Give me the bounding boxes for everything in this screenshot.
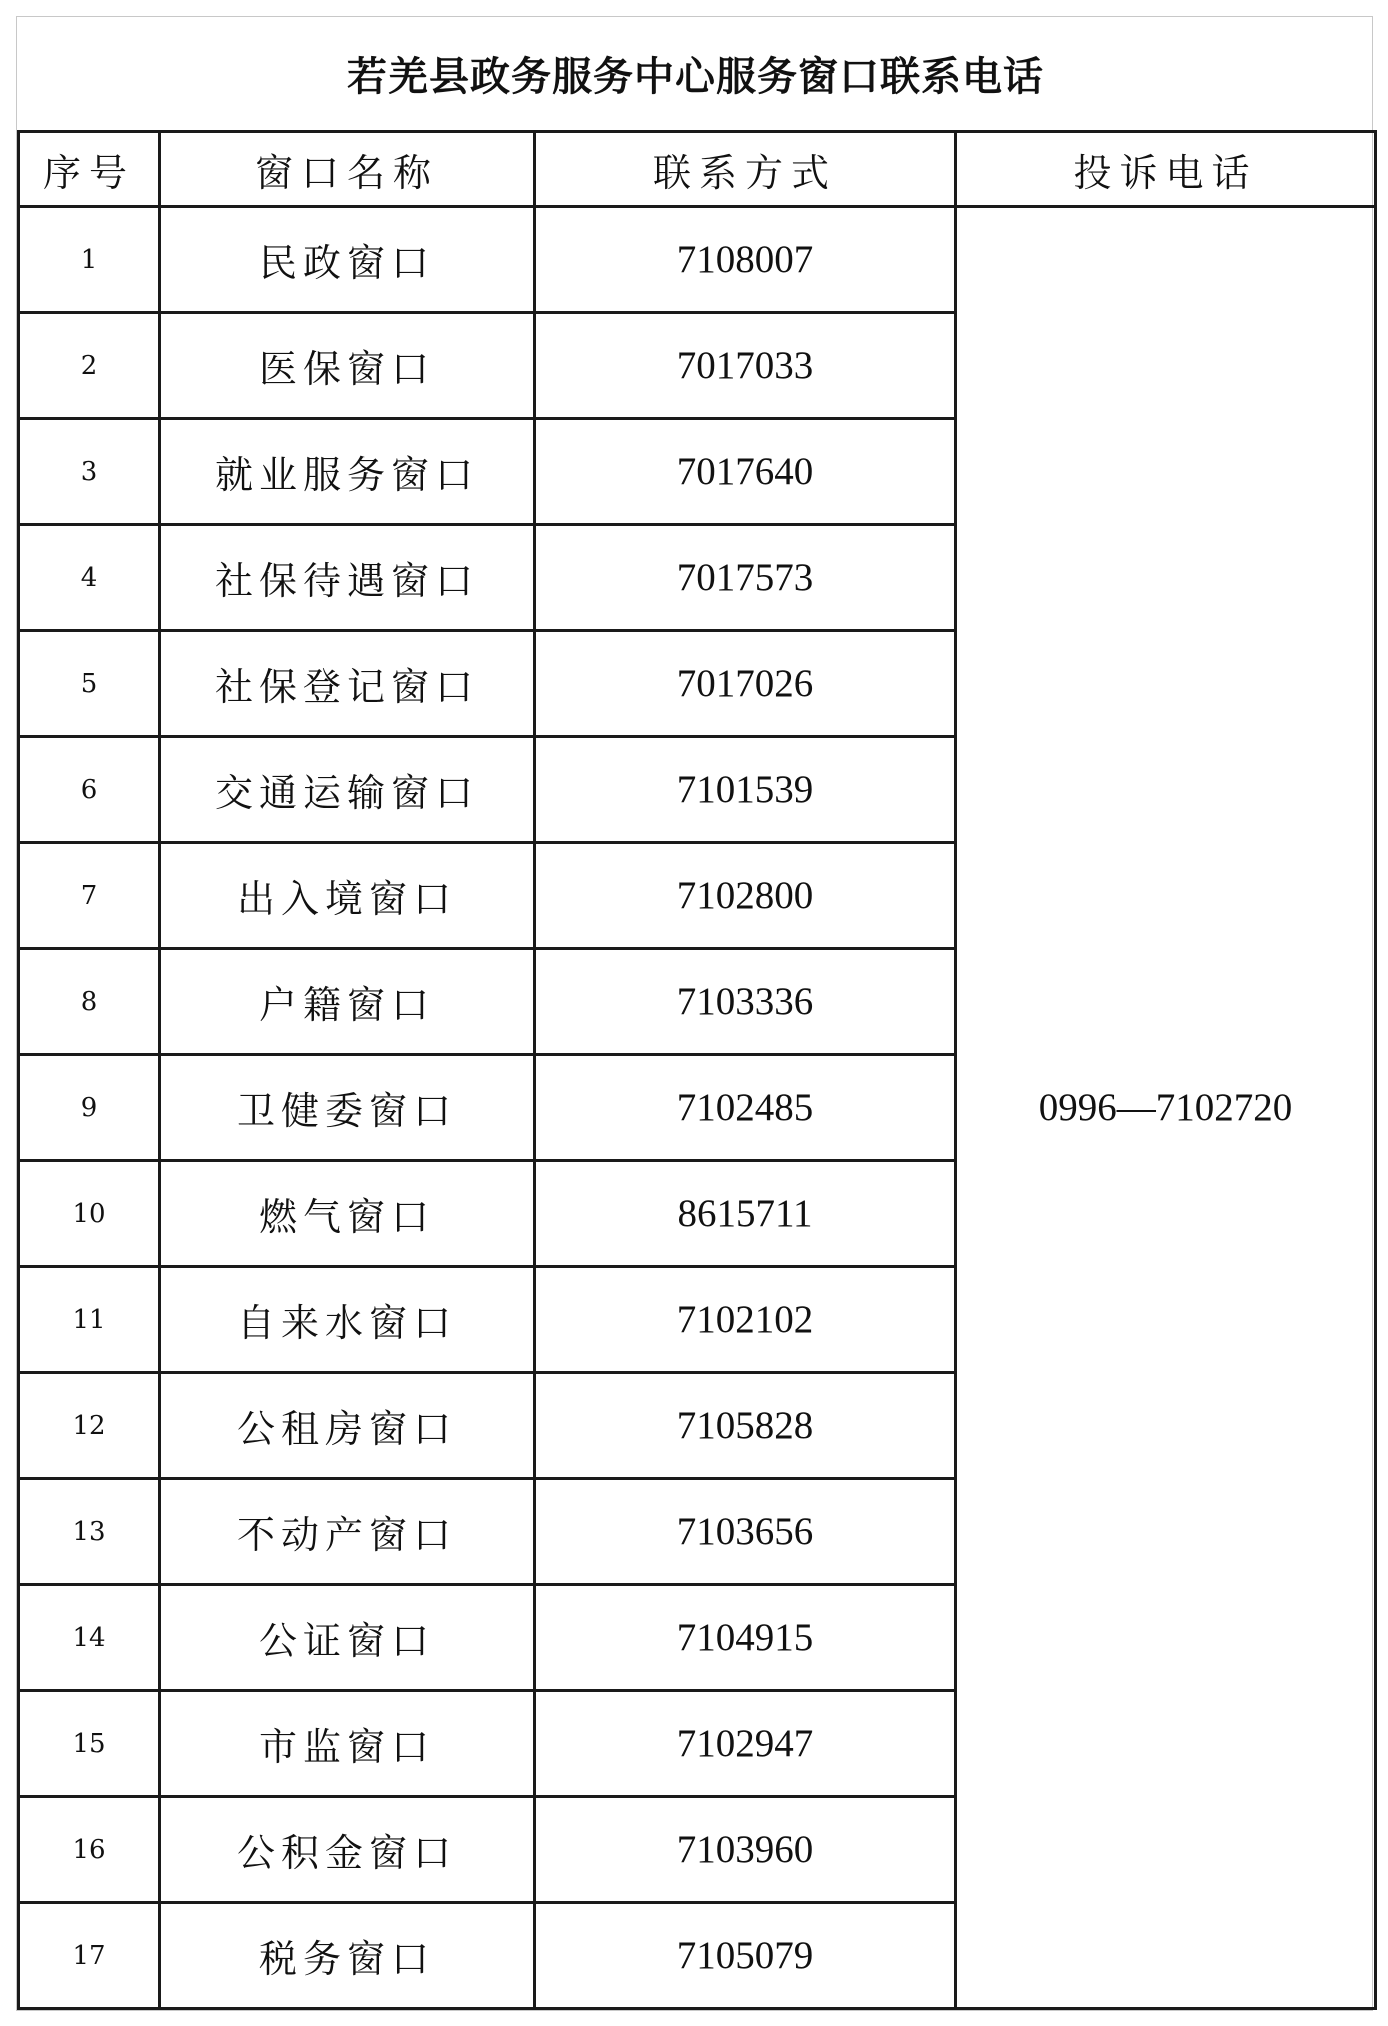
window-name: 市监窗口 [160, 1691, 535, 1797]
window-name: 燃气窗口 [160, 1161, 535, 1267]
contact-phone: 7017573 [535, 525, 956, 631]
window-name: 公证窗口 [160, 1585, 535, 1691]
contact-table [17, 130, 1377, 2010]
header-window-name: 窗口名称 [160, 132, 535, 207]
contact-phone: 7017033 [535, 313, 956, 419]
window-name: 自来水窗口 [160, 1267, 535, 1373]
row-number: 1 [19, 207, 160, 313]
window-name: 医保窗口 [160, 313, 535, 419]
row-number: 9 [19, 1055, 160, 1161]
contact-phone: 7103656 [535, 1479, 956, 1585]
window-name: 卫健委窗口 [160, 1055, 535, 1161]
contact-phone: 7102947 [535, 1691, 956, 1797]
row-number: 10 [19, 1161, 160, 1267]
window-name: 社保待遇窗口 [160, 525, 535, 631]
contact-phone: 7102485 [535, 1055, 956, 1161]
window-name: 户籍窗口 [160, 949, 535, 1055]
row-number: 7 [19, 843, 160, 949]
row-number: 11 [19, 1267, 160, 1373]
contact-phone: 7108007 [535, 207, 956, 313]
header-no: 序号 [19, 132, 160, 207]
table-header-row [19, 132, 1376, 207]
contact-phone: 7017026 [535, 631, 956, 737]
row-number: 15 [19, 1691, 160, 1797]
window-name: 民政窗口 [160, 207, 535, 313]
window-name: 公租房窗口 [160, 1373, 535, 1479]
window-name: 公积金窗口 [160, 1797, 535, 1903]
window-name: 不动产窗口 [160, 1479, 535, 1585]
window-name: 就业服务窗口 [160, 419, 535, 525]
window-name: 出入境窗口 [160, 843, 535, 949]
row-number: 8 [19, 949, 160, 1055]
window-name: 社保登记窗口 [160, 631, 535, 737]
contact-phone: 7102102 [535, 1267, 956, 1373]
contact-phone: 8615711 [535, 1161, 956, 1267]
contact-phone: 7017640 [535, 419, 956, 525]
document-sheet [16, 16, 1373, 2011]
contact-phone: 7101539 [535, 737, 956, 843]
contact-phone: 7102800 [535, 843, 956, 949]
row-number: 17 [19, 1903, 160, 2009]
header-complaint: 投诉电话 [956, 132, 1376, 207]
complaint-phone: 0996—7102720 [956, 207, 1376, 2009]
contact-phone: 7105828 [535, 1373, 956, 1479]
contact-phone: 7105079 [535, 1903, 956, 2009]
row-number: 2 [19, 313, 160, 419]
table-body [19, 207, 1376, 2009]
row-number: 6 [19, 737, 160, 843]
row-number: 13 [19, 1479, 160, 1585]
row-number: 12 [19, 1373, 160, 1479]
window-name: 交通运输窗口 [160, 737, 535, 843]
row-number: 4 [19, 525, 160, 631]
contact-phone: 7104915 [535, 1585, 956, 1691]
row-number: 14 [19, 1585, 160, 1691]
table-row [19, 207, 1376, 313]
contact-phone: 7103336 [535, 949, 956, 1055]
page-title: 若羌县政务服务中心服务窗口联系电话 [347, 53, 1044, 100]
row-number: 16 [19, 1797, 160, 1903]
row-number: 5 [19, 631, 160, 737]
row-number: 3 [19, 419, 160, 525]
header-contact: 联系方式 [535, 132, 956, 207]
window-name: 税务窗口 [160, 1903, 535, 2009]
contact-phone: 7103960 [535, 1797, 956, 1903]
